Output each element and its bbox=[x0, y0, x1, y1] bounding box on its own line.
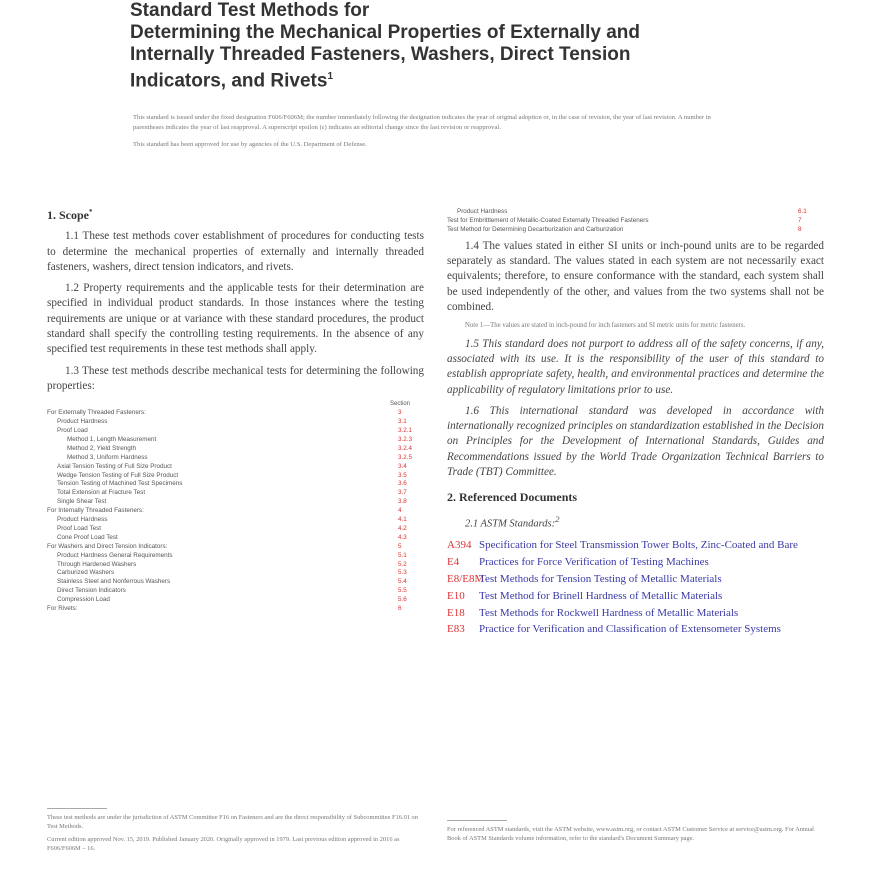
toc-row bbox=[47, 498, 424, 507]
toc-label: For Internally Threaded Fasteners: bbox=[47, 507, 144, 515]
footnote-astm-website: For referenced ASTM standards, visit the ASTM website, www.astm.org, or contact ASTM Customer Service at service@astm.org. For Annual Book of ASTM Standards volume information, refer to the standard's Document Summary page. bbox=[447, 826, 814, 843]
left-column bbox=[47, 205, 424, 614]
toc-row bbox=[47, 525, 424, 534]
toc-row bbox=[47, 463, 424, 472]
toc-row bbox=[47, 489, 424, 498]
toc-row bbox=[47, 605, 424, 614]
toc-row bbox=[47, 427, 424, 436]
toc-row bbox=[447, 208, 824, 217]
toc-section-link[interactable]: 4.2 bbox=[398, 524, 407, 532]
footnote-jurisdiction: These test methods are under the jurisdiction of ASTM Committee F16 on Fasteners and are the direct responsibility of Subcommittee F16.01 on Test Methods. bbox=[47, 814, 418, 831]
toc-row bbox=[47, 480, 424, 489]
toc-section-link[interactable]: 5.5 bbox=[398, 587, 407, 595]
footnote-divider bbox=[447, 820, 507, 821]
reference-title-link[interactable]: Test Method for Brinell Hardness of Metallic Materials bbox=[479, 589, 723, 602]
reference-item[interactable] bbox=[447, 571, 824, 588]
reference-code-link[interactable]: E83 bbox=[447, 623, 465, 636]
reference-code-link[interactable]: E18 bbox=[447, 606, 465, 619]
title-line: Determining the Mechanical Properties of Externally and bbox=[130, 22, 640, 43]
toc-label: Through Hardened Washers bbox=[57, 560, 137, 568]
toc-row bbox=[47, 596, 424, 605]
paragraph-1-2: 1.2 Property requirements and the applicable tests for their determination are specified in individual product standards. In those instances where the testing requirements are unique or at variance with these standard procedures, the product standard shall specify the controlling testing requirements. In the absence of any specified test requirements in these test methods shall apply. bbox=[47, 282, 424, 356]
paragraph-1-3: 1.3 These test methods describe mechanical tests for determining the following properties: bbox=[47, 364, 424, 392]
toc-section-link[interactable]: 3.7 bbox=[398, 489, 407, 497]
reference-title-link[interactable]: Practices for Force Verification of Testing Machines bbox=[479, 556, 709, 569]
toc-label: Test for Embrittlement of Metallic-Coated Externally Threaded Fasteners bbox=[447, 216, 649, 224]
toc-row bbox=[47, 507, 424, 516]
toc-row bbox=[47, 445, 424, 454]
left-footnotes bbox=[47, 808, 424, 853]
toc-section-link[interactable]: 4.3 bbox=[398, 533, 407, 541]
toc-row bbox=[47, 587, 424, 596]
reference-list bbox=[447, 537, 824, 638]
toc-row bbox=[47, 454, 424, 463]
paragraph-1-1: 1.1 These test methods cover establishment of procedures for conducting tests to determine the mechanical properties of externally and internally threaded fasteners, washers, direct tension indicators, and rivets. bbox=[47, 230, 424, 273]
toc-label: Method 2, Yield Strength bbox=[67, 444, 136, 452]
toc-section-header: Section bbox=[389, 401, 410, 408]
toc-label: For Externally Threaded Fasteners: bbox=[47, 409, 146, 417]
toc-row bbox=[47, 569, 424, 578]
paragraph-1-6: 1.6 This international standard was developed in accordance with internationally recognized principles on standardization established in the Decision on Principles for the Development of International Standards, Guides and Recommendations issued by the World Trade Organization Technical Barriers to Trade (TBT) Committee. bbox=[447, 404, 824, 479]
properties-table-continued bbox=[447, 208, 824, 235]
toc-row bbox=[47, 409, 424, 418]
reference-item[interactable] bbox=[447, 554, 824, 571]
toc-label: Carburized Washers bbox=[57, 569, 115, 577]
toc-section-link[interactable]: 8 bbox=[798, 225, 802, 233]
toc-row bbox=[447, 226, 824, 235]
toc-label: Product Hardness bbox=[57, 418, 108, 426]
reference-code-link[interactable]: E10 bbox=[447, 589, 465, 602]
footnote-divider bbox=[47, 808, 107, 809]
reference-code-link[interactable]: E4 bbox=[447, 556, 460, 569]
toc-label: Compression Load bbox=[57, 596, 110, 604]
astm-standards-subheading: 2.1 ASTM Standards:$^2$ bbox=[465, 513, 560, 530]
toc-row bbox=[47, 543, 424, 552]
toc-row bbox=[447, 217, 824, 226]
toc-label: Direct Tension Indicators bbox=[57, 587, 126, 595]
toc-label: Axial Tension Testing of Full Size Product bbox=[57, 462, 172, 470]
reference-code-link[interactable]: A394 bbox=[447, 539, 472, 552]
toc-label: Product Hardness bbox=[457, 208, 508, 215]
toc-section-link[interactable]: 3.1 bbox=[398, 418, 407, 426]
reference-title-link[interactable]: Test Methods for Rockwell Hardness of Metallic Materials bbox=[479, 606, 739, 619]
toc-label: Test Method for Determining Decarburization and Carburization bbox=[447, 225, 624, 233]
toc-section-link[interactable]: 5.6 bbox=[398, 596, 407, 604]
toc-section-link[interactable]: 3.8 bbox=[398, 498, 407, 506]
paragraph-1-4: 1.4 The values stated in either SI units or inch-pound units are to be regarded separately as standard. The values stated in each system are not necessarily exact equivalents; therefore, to ensure conformance with the standard, each system shall be used independently of the other, and values from the two systems shall not be combined. bbox=[447, 239, 824, 313]
reference-code-link[interactable]: E8/E8M bbox=[447, 573, 485, 586]
toc-section-link[interactable]: 5 bbox=[398, 542, 402, 550]
properties-table bbox=[47, 400, 424, 614]
toc-label: Method 1, Length Measurement bbox=[67, 435, 157, 443]
toc-section-link[interactable]: 5.4 bbox=[398, 578, 407, 586]
toc-label: Stainless Steel and Nonferrous Washers bbox=[57, 578, 171, 586]
reference-item[interactable] bbox=[447, 537, 824, 554]
paragraph-1-5: 1.5 This standard does not purport to address all of the safety concerns, if any, associated with its use. It is the responsibility of the user of this standard to establish appropriate safety, health, and environmental practices and determine the applicability of regulatory limitations prior to use. bbox=[447, 337, 824, 396]
toc-section-link[interactable]: 5.1 bbox=[398, 551, 407, 559]
title-footnote-mark: 1 bbox=[327, 71, 334, 82]
toc-label: Wedge Tension Testing of Full Size Product bbox=[57, 471, 179, 479]
toc-label: Proof Load bbox=[57, 426, 88, 434]
toc-section-link[interactable]: 4.1 bbox=[398, 516, 407, 524]
reference-item[interactable] bbox=[447, 588, 824, 605]
reference-item[interactable] bbox=[447, 621, 824, 638]
toc-label: Proof Load Test bbox=[57, 524, 101, 532]
toc-section-link[interactable]: 3.6 bbox=[398, 480, 407, 488]
toc-row bbox=[47, 552, 424, 561]
toc-section-link[interactable]: 4 bbox=[398, 507, 402, 515]
title-line: Standard Test Methods for bbox=[130, 0, 370, 21]
toc-row bbox=[47, 516, 424, 525]
scope-heading: 1. Scope* bbox=[47, 208, 93, 222]
toc-label: Method 3, Uniform Hardness bbox=[67, 453, 148, 461]
intro-notes bbox=[133, 113, 743, 157]
toc-section-link[interactable]: 6.1 bbox=[798, 208, 807, 215]
toc-label: Cone Proof Load Test bbox=[57, 533, 118, 541]
toc-section-link[interactable]: 5.3 bbox=[398, 569, 407, 577]
toc-section-link[interactable]: 3.5 bbox=[398, 471, 407, 479]
toc-section-link[interactable]: 6 bbox=[398, 605, 402, 613]
reference-title-link[interactable]: Practice for Verification and Classification of Extensometer Systems bbox=[479, 623, 781, 636]
toc-label: Single Shear Test bbox=[57, 498, 107, 506]
toc-row bbox=[47, 436, 424, 445]
toc-label: Total Extension at Fracture Test bbox=[57, 489, 146, 497]
toc-row bbox=[47, 561, 424, 570]
toc-label: Tension Testing of Machined Test Specimens bbox=[57, 480, 183, 488]
title-line: Internally Threaded Fasteners, Washers, Direct Tension bbox=[130, 44, 631, 65]
toc-section-link[interactable]: 7 bbox=[798, 216, 802, 224]
toc-section-link[interactable]: 3.2.4 bbox=[398, 444, 413, 452]
right-column bbox=[447, 208, 824, 638]
reference-item[interactable] bbox=[447, 605, 824, 622]
toc-section-link[interactable]: 3.2.1 bbox=[398, 426, 413, 434]
reference-title-link[interactable]: Test Methods for Tension Testing of Metallic Materials bbox=[479, 573, 722, 586]
toc-row bbox=[47, 578, 424, 587]
reference-title-link[interactable]: Specification for Steel Transmission Tower Bolts, Zinc-Coated and Bare bbox=[479, 539, 798, 552]
referenced-documents-heading: 2. Referenced Documents bbox=[447, 490, 578, 505]
right-footnotes bbox=[447, 820, 824, 844]
toc-row bbox=[47, 418, 424, 427]
toc-label: Product Hardness bbox=[57, 516, 108, 524]
note-1: Note 1—The values are stated in inch-pound for inch fasteners and SI metric units for metric fasteners. bbox=[465, 322, 746, 330]
toc-row bbox=[47, 472, 424, 481]
toc-section-link[interactable]: 5.2 bbox=[398, 560, 407, 568]
toc-label: Product Hardness General Requirements bbox=[57, 551, 173, 559]
toc-section-link[interactable]: 3.2.5 bbox=[398, 453, 413, 461]
toc-row bbox=[47, 534, 424, 543]
toc-section-link[interactable]: 3.2.3 bbox=[398, 435, 413, 443]
document-title bbox=[130, 0, 770, 92]
dod-approval-note: This standard has been approved for use by agencies of the U.S. Department of Defense. bbox=[133, 141, 367, 148]
toc-label: For Washers and Direct Tension Indicators: bbox=[47, 542, 168, 550]
designation-note: This standard is issued under the fixed designation F606/F606M; the number immediately following the designation indicates the year of original adoption or, in the case of revision, the year of last revision. A number in parentheses indicates the year of last reapproval. A superscript epsilon (ε) indicates an editorial change since the last revision or reapproval. bbox=[133, 114, 711, 131]
toc-label: For Rivets: bbox=[47, 605, 78, 613]
toc-section-link[interactable]: 3 bbox=[398, 409, 402, 417]
title-line: Indicators, and Rivets$^1$ bbox=[130, 70, 334, 92]
footnote-edition: Current edition approved Nov. 15, 2019. Published January 2020. Originally approved in 1979. Last previous edition approved in 2016 as F606/F606M – 16. bbox=[47, 835, 400, 852]
toc-section-link[interactable]: 3.4 bbox=[398, 462, 407, 470]
